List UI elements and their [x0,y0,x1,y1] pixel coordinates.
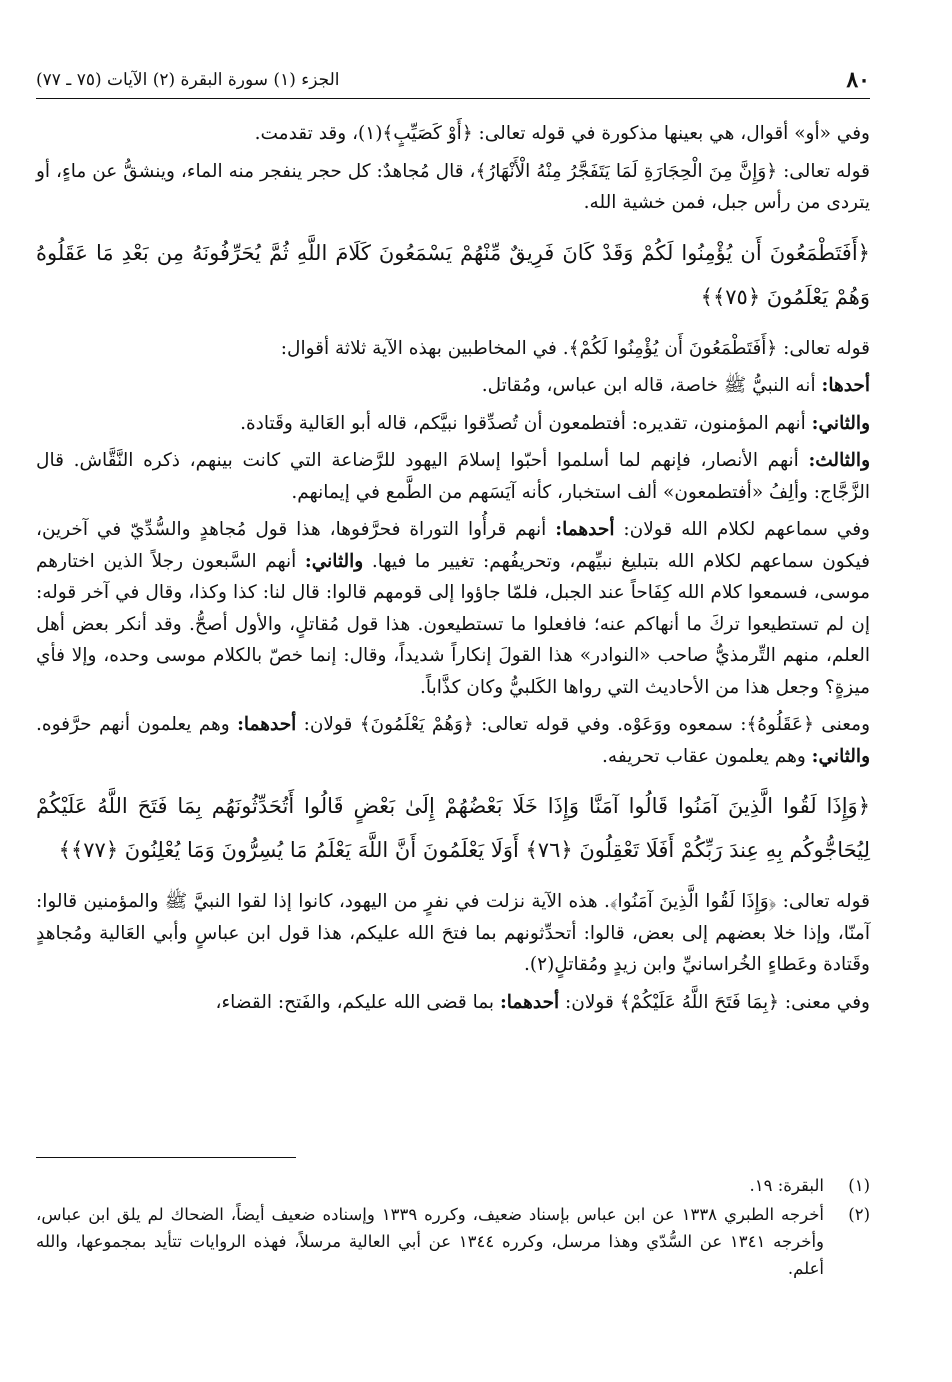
label-second: والثاني: [304,550,364,572]
paragraph [36,987,870,1019]
paragraph-text: وهم يعلمون عقاب تحريفه. [602,745,812,767]
paragraph [36,709,870,772]
label-first: أحدهما: [499,991,560,1013]
paragraph-text: ومعنى ﴿عَقَلُوهُ﴾: سمعوه ووَعَوْه. وفي قوله تعالى: ﴿وَهُمْ يَعْلَمُونَ﴾ قولان: [296,714,871,735]
paragraph: قوله تعالى: ﴿وَإِذَا لَقُوا الَّذِينَ آمَنُوا﴾. هذه الآية نزلت في نفرٍ من اليهود، كانوا إذا لقوا النبيَّ ﷺ والمؤمنين قالوا: آمنّا، وإذا خلا بعضهم إلى بعض، قالوا: أتحدِّثونهم بما فتحَ الله عليكم، هذا قول ابن عباسٍ وأبي العَالية ومُجاهدٍ وقَتادة وعَطاءٍ الخُراسانيِّ وابن زيدٍ ومُقاتلٍ(٢). [36,891,870,975]
footnote [36,1201,870,1282]
paragraph: قوله تعالى: ﴿وَإِنَّ مِنَ الْحِجَارَةِ لَمَا يَتَفَجَّرُ مِنْهُ الْأَنْهَارُ﴾، قال مُجاهدٌ: كل حجر ينفجر منه الماء، وينشقُّ عن ماءٍ، أو يتردى من رأس جبل، فمن خشية الله. [36,160,870,213]
footnote-text: أخرجه الطبري ١٣٣٨ عن ابن عباس بإسناد ضعيف، وكرره ١٣٣٩ وإسناده ضعيف أيضاً، الضحاك لم يلق ابن عباس، وأخرجه ١٣٤١ عن السُّدّي وهذا مرسل، وكرره ١٣٤٤ عن أبي العالية مرسلاً، فهذه الروايات تتأيد بمجموعها، والله أعلم. [36,1205,824,1278]
paragraph-text: بما قضى الله عليكم، والفَتح: القضاء، [215,991,500,1013]
footnote [36,1172,870,1199]
paragraph-text: أنه النبيُّ ﷺ خاصة، قاله ابن عباس، ومُقاتل. [481,375,822,396]
label-first: أحدهما: [237,714,297,735]
label-first: أحدها: [821,375,870,396]
running-title: الجزء (١) سورة البقرة (٢) الآيات (٧٥ ـ ٧٧) [36,70,340,90]
paragraph [36,370,870,402]
label-second: والثاني: [811,745,870,767]
paragraph: وفي «أو» أقوال، هي بعينها مذكورة في قوله تعالى: ﴿أَوْ كَصَيِّبٍ﴾(١)، وقد تقدمت. [254,123,870,144]
quran-verse-76-77: ﴿وَإِذَا لَقُوا الَّذِينَ آمَنُوا قَالُوا آمَنَّا وَإِذَا خَلَا بَعْضُهُمْ إِلَىٰ بَعْضٍ قَالُوا أَتُحَدِّثُونَهُم بِمَا فَتَحَ اللَّهُ عَلَيْكُمْ لِيُحَاجُّوكُم بِهِ عِندَ رَبِّكُمْ أَفَلَا تَعْقِلُونَ ﴿٧٦﴾ أَوَلَا يَعْلَمُونَ أَنَّ اللَّهَ يَعْلَمُ مَا يُسِرُّونَ وَمَا يُعْلِنُونَ ﴿٧٧﴾﴾ [36,794,870,862]
footnote-number: (٢) [848,1205,870,1224]
paragraph-text: أنهم السَّبعون رجلاً الذين اختارهم موسى، فسمعوا كلام الله كِفَاحاً عند الجبل، فلمّا جاؤوا إلى قومهم قالوا: قال لنا: كذا وكذا، وقال في آخر قوله: إن لم تستطيعوا تركَ ما أنهاكم عنه؛ فافعلوا ما تستطيعون. هذا قول مُقاتلٍ، والأول أصحُّ. وقد أنكر بعض أهل العلم، منهم التِّرمذيُّ صاحب «النوادر» هذا القولَ إنكاراً شديداً، وقال: إنما خصّ بالكلام موسى وحده، وإلا فأي ميزةٍ؟ وجعل هذا من الأحاديث التي رواها الكَلبيُّ وكان كذَّاباً. [36,550,870,698]
paragraph-text: أنهم الأنصار، فإنهم لما أسلموا أحبّوا إسلامَ اليهود للرَّضاعة التي كانت بينهم، ذكره النَّقَّاش. قال الزَّجَّاج: وألِفُ «أفتطمعون» ألف استخبار، كأنه آيَسَهم من الطَّمع في إيمانهم. [36,450,870,503]
footnote-divider [36,1157,296,1158]
paragraph-text: أنهم قرأُوا التوراة فحرَّفوها، هذا قول مُجاهدٍ والسُّدِّيّ في آخرين، فيكون سماعهم لكلام الله بتبليغ نبيِّهم، وتحريفُهم: تغيير ما فيها. [36,519,870,572]
quran-verse-75: ﴿أَفَتَطْمَعُونَ أَن يُؤْمِنُوا لَكُمْ وَقَدْ كَانَ فَرِيقٌ مِّنْهُمْ يَسْمَعُونَ كَلَامَ اللَّهِ ثُمَّ يُحَرِّفُونَهُ مِن بَعْدِ مَا عَقَلُوهُ وَهُمْ يَعْلَمُونَ ﴿٧٥﴾﴾ [36,240,870,309]
page-number: ٨٠ [846,67,870,93]
label-third: والثالث: [808,450,870,471]
label-first: أحدهما: [555,519,615,540]
footnotes [36,1172,870,1284]
paragraph-text: وهم يعلمون أنهم حرَّفوه. [36,714,238,735]
page-body [36,118,870,1024]
paragraph: قوله تعالى: ﴿أَفَتَطْمَعُونَ أَن يُؤْمِنُوا لَكُمْ﴾. في المخاطبين بهذه الآية ثلاثة أقوال: [280,337,870,359]
paragraph-text: وفي معنى: ﴿بِمَا فَتَحَ اللَّهُ عَلَيْكُمْ﴾ قولان: [559,991,870,1013]
footnote-text: البقرة: ١٩. [749,1176,824,1195]
paragraph [36,408,870,440]
paragraph-text: أنهم المؤمنون، تقديره: أفتطمعون أن تُصدِّقوا نبيَّكم، قاله أبو العَالية وقَتادة. [240,412,812,434]
footnote-number: (١) [848,1176,870,1195]
label-second: والثاني: [811,412,870,434]
page-header [36,62,870,99]
paragraph [36,514,870,703]
paragraph [36,445,870,508]
paragraph-text: وفي سماعهم لكلام الله قولان: [614,519,870,540]
